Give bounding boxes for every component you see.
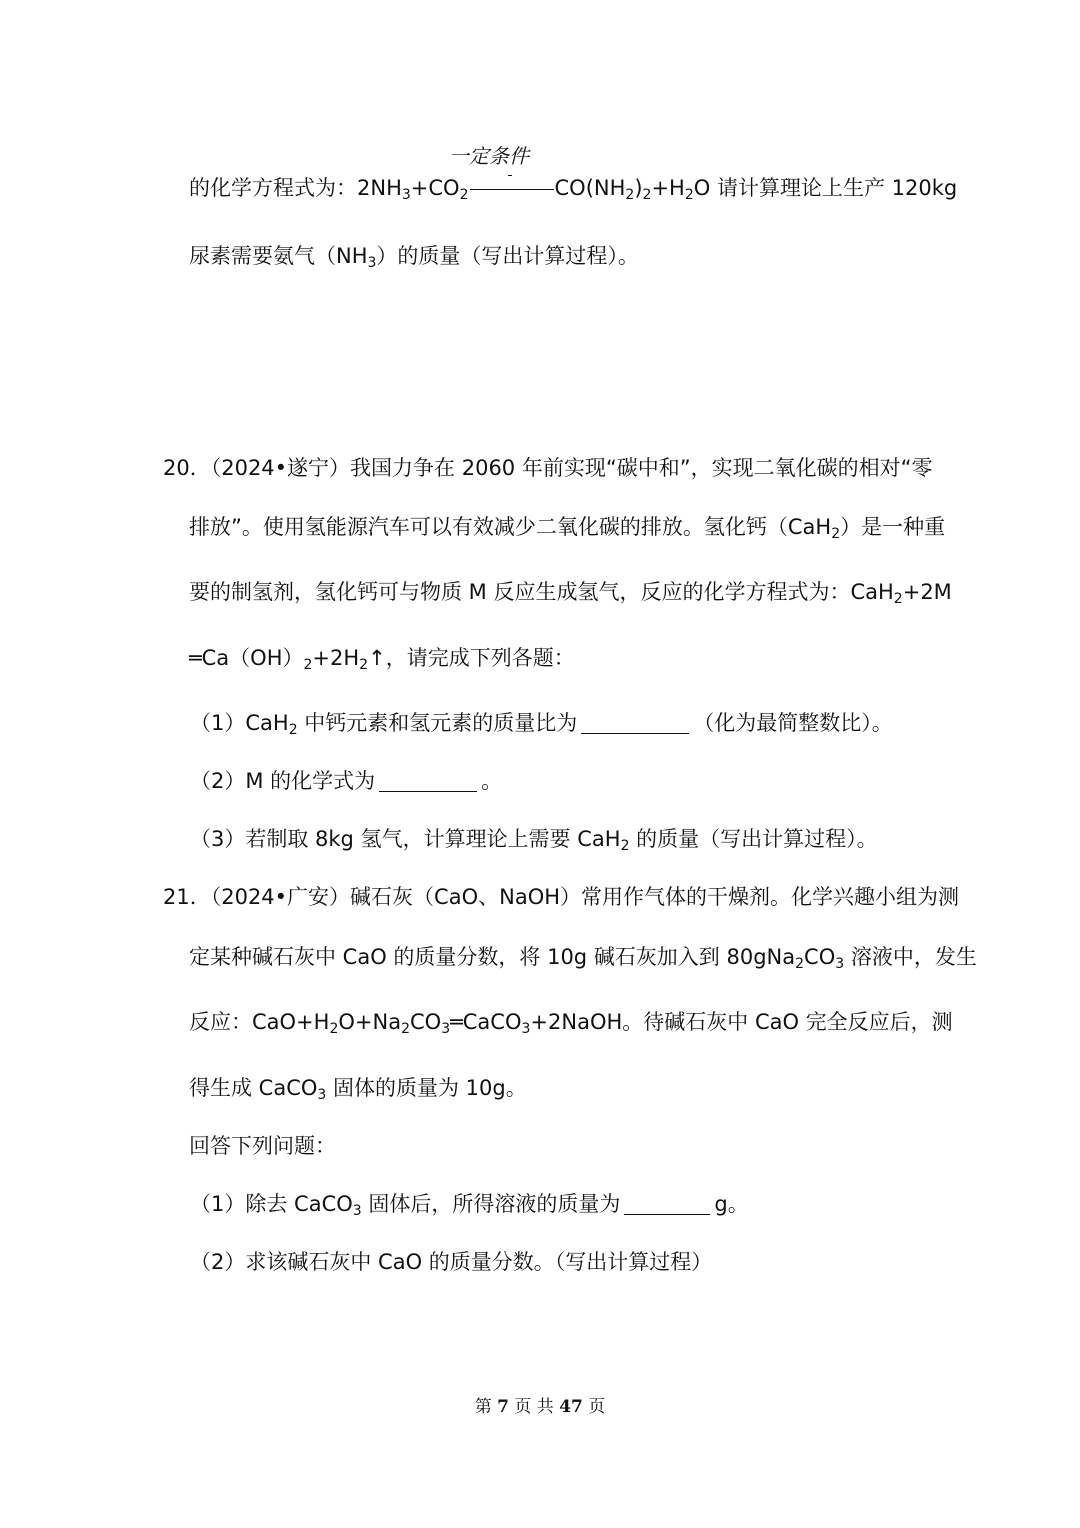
q21-subquestion-1: （1）除去 CaCO$_3$ 固体后，所得溶液的质量为 g。 <box>190 1192 749 1219</box>
reaction-condition-label: 一定条件 <box>449 144 529 168</box>
answer-blank[interactable] <box>581 711 689 734</box>
q20-subquestion-3: （3）若制取 8kg 氢气，计算理论上需要 CaH$_2$ 的质量（写出计算过程）。 <box>190 827 878 854</box>
q20-line-4: $═Ca(OH)_2+2H_2↑$，请完成下列各题： <box>189 646 575 673</box>
prev-question-equation-line: 的化学方程式为：$2NH_3+CO_2$ $CO(NH_2)_2+H_2O$ 请计算理论上生产 120kg <box>189 176 958 203</box>
page-footer: 第 7 页 共 47 页 <box>474 1397 606 1417</box>
q20-line-3: 要的制氢剂，氢化钙可与物质 M 反应生成氢气，反应的化学方程式为：CaH$_2$+2M <box>189 580 952 607</box>
total-page-count: 47 <box>559 1397 583 1417</box>
q21-line-4: 得生成 CaCO$_3$ 固体的质量为 10g。 <box>189 1076 527 1103</box>
reaction-arrow <box>470 189 554 190</box>
q20-subquestion-2: （2）M 的化学式为 。 <box>190 769 503 793</box>
q21-line-1: 21．（2024•广安）碱石灰（CaO、NaOH）常用作气体的干燥剂。化学兴趣小组为测 <box>163 885 960 909</box>
q20-subquestion-1: （1）CaH$_2$ 中钙元素和氢元素的质量比为 （化为最简整数比）。 <box>190 711 893 738</box>
q21-line-3: 反应：$CaO+H_2O+Na_2CO_3═CaCO_3+2NaOH$。待碱石灰中 CaO 完全反应后，测 <box>189 1010 953 1037</box>
q20-line-1: 20．（2024•遂宁）我国力争在 2060 年前实现“碳中和”，实现二氧化碳的相对“零 <box>163 456 933 480</box>
answer-blank[interactable] <box>624 1192 710 1215</box>
current-page-number: 7 <box>497 1397 509 1417</box>
q21-line-2: 定某种碱石灰中 CaO 的质量分数，将 10g 碱石灰加入到 $80gNa_2CO_3$ 溶液中，发生 <box>189 945 977 972</box>
prev-question-line-2: 尿素需要氨气$(NH_3)$的质量（写出计算过程）。 <box>189 244 639 271</box>
q21-prompt: 回答下列问题： <box>189 1134 336 1158</box>
answer-blank[interactable] <box>379 769 477 792</box>
q20-line-2: 排放”。使用氢能源汽车可以有效减少二氧化碳的排放。氢化钙（CaH$_2$）是一种重 <box>189 515 946 542</box>
q21-subquestion-2: （2）求该碱石灰中 CaO 的质量分数。（写出计算过程） <box>190 1250 713 1274</box>
